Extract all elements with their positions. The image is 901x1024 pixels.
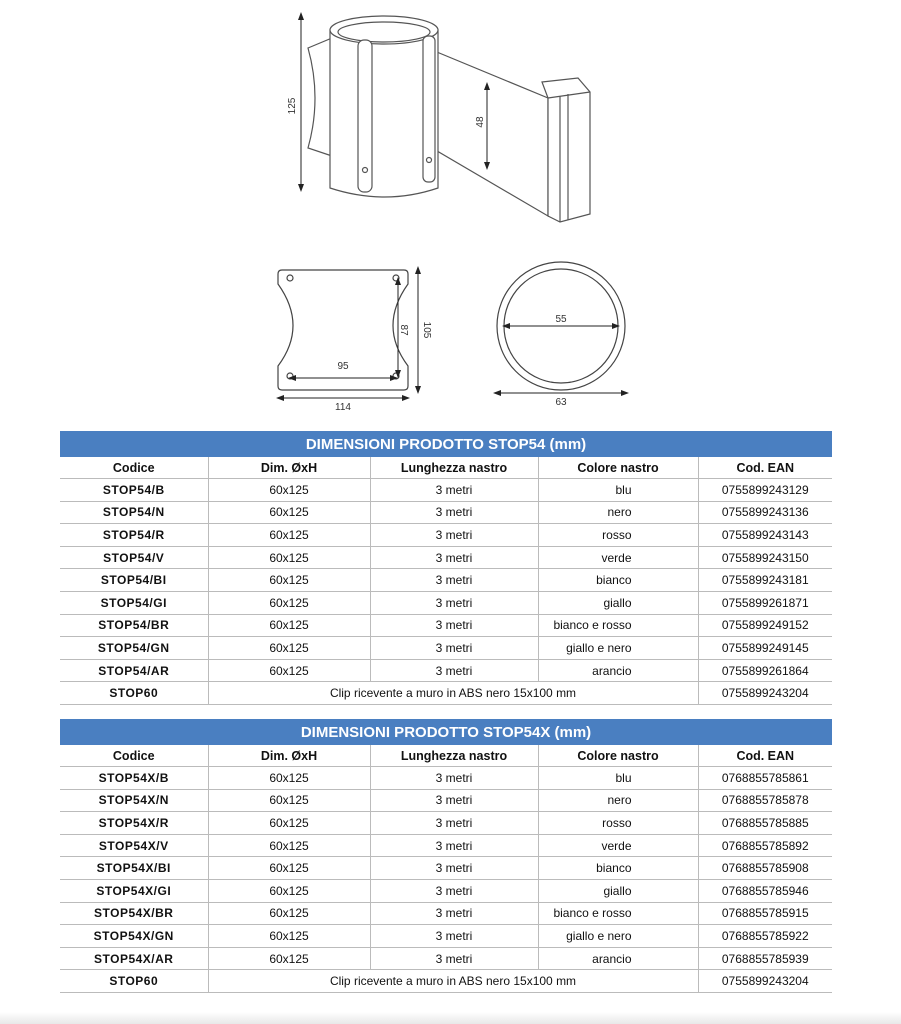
table-row-accessory (60, 682, 832, 705)
product-code: STOP54X/B (60, 767, 208, 790)
dimension: 60x125 (208, 812, 370, 835)
dimension: 60x125 (208, 789, 370, 812)
dimension: 60x125 (208, 569, 370, 592)
tape-color: nero (538, 789, 698, 812)
technical-drawings (0, 0, 901, 420)
table-row (60, 569, 832, 592)
dim-plate-width-label: 114 (335, 402, 351, 413)
product-code: STOP54X/BR (60, 902, 208, 925)
table-title: DIMENSIONI PRODOTTO STOP54 (mm) (60, 431, 832, 457)
column-header-tape-color: Colore nastro (538, 457, 698, 479)
table-row (60, 501, 832, 524)
table-row (60, 479, 832, 502)
ean-code: 0768855785939 (698, 947, 832, 970)
product-code: STOP54X/N (60, 789, 208, 812)
tape-length: 3 metri (370, 501, 538, 524)
table-row (60, 637, 832, 660)
tape-length: 3 metri (370, 789, 538, 812)
tape-color: arancio (538, 659, 698, 682)
dimension: 60x125 (208, 614, 370, 637)
ean-code: 0755899243204 (698, 970, 832, 993)
table-row (60, 834, 832, 857)
tape-color: rosso (538, 524, 698, 547)
tape-color: nero (538, 501, 698, 524)
ean-code: 0755899261871 (698, 591, 832, 614)
tape-length: 3 metri (370, 591, 538, 614)
tape-color: giallo (538, 879, 698, 902)
tape-length: 3 metri (370, 767, 538, 790)
product-code: STOP60 (60, 682, 208, 705)
column-header-tape-color: Colore nastro (538, 745, 698, 767)
dim-outer-diameter-label: 63 (555, 397, 567, 408)
product-table-stop54 (60, 431, 832, 705)
tape-length: 3 metri (370, 834, 538, 857)
dimension: 60x125 (208, 947, 370, 970)
product-table-stop54x (60, 719, 832, 993)
table-row (60, 614, 832, 637)
product-code: STOP54X/R (60, 812, 208, 835)
dim-inner-diameter-label: 55 (555, 314, 567, 325)
column-header-ean: Cod. EAN (698, 457, 832, 479)
tape-length: 3 metri (370, 569, 538, 592)
column-header-dimension: Dim. ØxH (208, 457, 370, 479)
product-code: STOP54/GN (60, 637, 208, 660)
table-row (60, 767, 832, 790)
tape-length: 3 metri (370, 524, 538, 547)
tape-color: giallo e nero (538, 925, 698, 948)
dimension: 60x125 (208, 546, 370, 569)
product-code: STOP54X/AR (60, 947, 208, 970)
product-code: STOP54X/GN (60, 925, 208, 948)
dim-plate-hole-v-label: 87 (398, 324, 409, 336)
tape-color: arancio (538, 947, 698, 970)
ean-code: 0768855785915 (698, 902, 832, 925)
table-row (60, 789, 832, 812)
accessory-description: Clip ricevente a muro in ABS nero 15x100 mm (208, 970, 698, 993)
ean-code: 0755899243181 (698, 569, 832, 592)
tape-color: giallo (538, 591, 698, 614)
tape-length: 3 metri (370, 659, 538, 682)
table-row (60, 902, 832, 925)
table-title: DIMENSIONI PRODOTTO STOP54X (mm) (60, 719, 832, 745)
page-bottom-edge (0, 1012, 901, 1024)
ean-code: 0755899243129 (698, 479, 832, 502)
dimension: 60x125 (208, 637, 370, 660)
dim-plate-hole-h-label: 95 (337, 361, 349, 372)
table-row (60, 925, 832, 948)
ean-code: 0755899243136 (698, 501, 832, 524)
tape-length: 3 metri (370, 947, 538, 970)
dim-plate-height-label: 105 (421, 321, 432, 339)
product-code: STOP54X/V (60, 834, 208, 857)
product-code: STOP54/V (60, 546, 208, 569)
product-code: STOP54/N (60, 501, 208, 524)
product-code: STOP54/R (60, 524, 208, 547)
ean-code: 0755899261864 (698, 659, 832, 682)
table-row (60, 879, 832, 902)
ean-code: 0755899243143 (698, 524, 832, 547)
tape-color: verde (538, 834, 698, 857)
ean-code: 0768855785878 (698, 789, 832, 812)
dimension: 60x125 (208, 479, 370, 502)
tape-color: blu (538, 767, 698, 790)
product-drawing-svg (0, 0, 901, 420)
ean-code: 0755899243204 (698, 682, 832, 705)
column-header-code: Codice (60, 745, 208, 767)
plate-front-view (278, 270, 408, 390)
ean-code: 0755899243150 (698, 546, 832, 569)
product-code: STOP54X/GI (60, 879, 208, 902)
ean-code: 0768855785892 (698, 834, 832, 857)
accessory-description: Clip ricevente a muro in ABS nero 15x100 mm (208, 682, 698, 705)
table-row-accessory (60, 970, 832, 993)
dimension: 60x125 (208, 857, 370, 880)
tape-color: bianco e rosso (538, 902, 698, 925)
tape-length: 3 metri (370, 479, 538, 502)
table-row (60, 524, 832, 547)
tape-length: 3 metri (370, 546, 538, 569)
product-code: STOP54/AR (60, 659, 208, 682)
table-row (60, 947, 832, 970)
tape-length: 3 metri (370, 857, 538, 880)
table-row (60, 591, 832, 614)
column-header-tape-length: Lunghezza nastro (370, 745, 538, 767)
tape-color: bianco e rosso (538, 614, 698, 637)
tape-length: 3 metri (370, 614, 538, 637)
tape-length: 3 metri (370, 925, 538, 948)
tape-color: giallo e nero (538, 637, 698, 660)
dimension: 60x125 (208, 659, 370, 682)
tape-length: 3 metri (370, 879, 538, 902)
table-row (60, 857, 832, 880)
table-row (60, 812, 832, 835)
tape-color: blu (538, 479, 698, 502)
dimension: 60x125 (208, 902, 370, 925)
tape-length: 3 metri (370, 902, 538, 925)
tape-end-clip (542, 78, 590, 222)
tape-length: 3 metri (370, 637, 538, 660)
tape-color: bianco (538, 857, 698, 880)
ean-code: 0768855785908 (698, 857, 832, 880)
dim-tape-label: 48 (475, 116, 486, 128)
dimension: 60x125 (208, 925, 370, 948)
dimension: 60x125 (208, 501, 370, 524)
tape-color: rosso (538, 812, 698, 835)
dimension: 60x125 (208, 879, 370, 902)
tape-color: bianco (538, 569, 698, 592)
product-code: STOP54/BR (60, 614, 208, 637)
dim-height-label: 125 (287, 97, 298, 115)
ean-code: 0755899249152 (698, 614, 832, 637)
ean-code: 0768855785861 (698, 767, 832, 790)
column-header-tape-length: Lunghezza nastro (370, 457, 538, 479)
tape-color: verde (538, 546, 698, 569)
table-row (60, 546, 832, 569)
table-row (60, 659, 832, 682)
column-header-code: Codice (60, 457, 208, 479)
cylinder-3d (330, 16, 438, 197)
dimension: 60x125 (208, 591, 370, 614)
tape-3d (432, 50, 548, 216)
product-code: STOP54/B (60, 479, 208, 502)
ean-code: 0768855785885 (698, 812, 832, 835)
tape-length: 3 metri (370, 812, 538, 835)
ean-code: 0768855785922 (698, 925, 832, 948)
product-code: STOP60 (60, 970, 208, 993)
dimension: 60x125 (208, 767, 370, 790)
ean-code: 0755899249145 (698, 637, 832, 660)
product-code: STOP54X/BI (60, 857, 208, 880)
dimension: 60x125 (208, 834, 370, 857)
ean-code: 0768855785946 (698, 879, 832, 902)
product-code: STOP54/BI (60, 569, 208, 592)
dimension: 60x125 (208, 524, 370, 547)
column-header-ean: Cod. EAN (698, 745, 832, 767)
wall-plate-3d (308, 38, 332, 156)
product-code: STOP54/GI (60, 591, 208, 614)
column-header-dimension: Dim. ØxH (208, 745, 370, 767)
